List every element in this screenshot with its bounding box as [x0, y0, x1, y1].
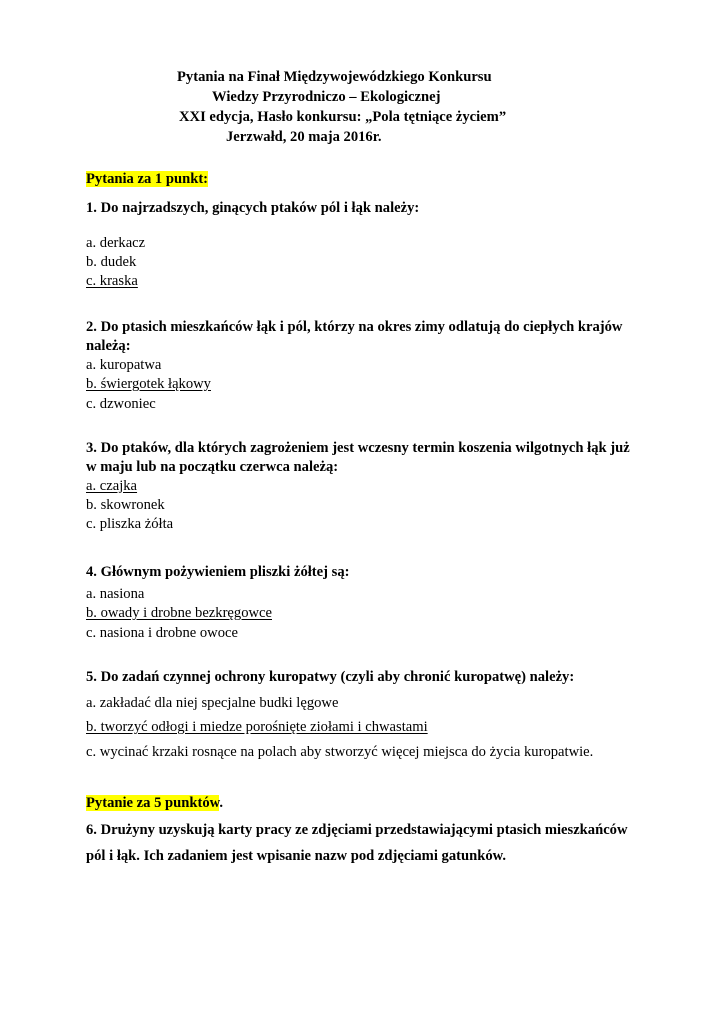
question-1-answer-a: a. derkacz — [86, 235, 146, 251]
question-5-answer-b-correct: b. tworzyć odłogi i miedze porośnięte ziołami i chwastami — [86, 719, 428, 735]
question-2-answer-c: c. dzwoniec — [86, 396, 156, 412]
question-3-text-line-2: w maju lub na początku czerwca należą: — [86, 459, 339, 475]
question-6-text-line-2: pól i łąk. Ich zadaniem jest wpisanie nazw pod zdjęciami gatunków. — [86, 848, 507, 864]
header-line-4: Jerzwałd, 20 maja 2016r. — [226, 129, 382, 145]
question-3-answer-c: c. pliszka żółta — [86, 516, 174, 532]
question-2-answer-a: a. kuropatwa — [86, 357, 162, 373]
question-3-answer-a-correct: a. czajka — [86, 478, 138, 494]
question-4-answer-a: a. nasiona — [86, 586, 145, 602]
question-4-text: 4. Głównym pożywieniem pliszki żółtej są: — [86, 564, 350, 580]
header-line-1: Pytania na Finał Międzywojewódzkiego Konkursu — [177, 69, 492, 85]
question-5-answer-c: c. wycinać krzaki rosnące na polach aby stworzyć więcej miejsca do życia kuropatwie. — [86, 744, 594, 760]
question-3-answer-b: b. skowronek — [86, 497, 165, 513]
header-line-2: Wiedzy Przyrodniczo – Ekologicznej — [212, 89, 441, 105]
header-line-3: XXI edycja, Hasło konkursu: „Pola tętniące życiem” — [179, 109, 507, 125]
question-2-text-line-1: 2. Do ptasich mieszkańców łąk i pól, którzy na okres zimy odlatują do ciepłych krajów — [86, 319, 623, 335]
question-1-answer-c-correct: c. kraska — [86, 273, 138, 289]
question-2-answer-b-correct: b. świergotek łąkowy — [86, 376, 211, 392]
question-6-text-line-1: 6. Drużyny uzyskują karty pracy ze zdjęciami przedstawiającymi ptasich mieszkańców — [86, 822, 628, 838]
question-5-text: 5. Do zadań czynnej ochrony kuropatwy (czyli aby chronić kuropatwę) należy: — [86, 669, 575, 685]
section1-title: Pytania za 1 punkt: — [86, 171, 209, 187]
section2-title: Pytanie za 5 punktów. — [86, 795, 224, 811]
question-5-answer-a: a. zakładać dla niej specjalne budki lęgowe — [86, 695, 339, 711]
question-1-text: 1. Do najrzadszych, ginących ptaków pól i łąk należy: — [86, 200, 420, 216]
question-4-answer-b-correct: b. owady i drobne bezkręgowce — [86, 605, 272, 621]
question-4-answer-c: c. nasiona i drobne owoce — [86, 625, 238, 641]
question-2-text-line-2: należą: — [86, 338, 131, 354]
question-3-text-line-1: 3. Do ptaków, dla których zagrożeniem jest wczesny termin koszenia wilgotnych łąk już — [86, 440, 630, 456]
question-1-answer-b: b. dudek — [86, 254, 137, 270]
